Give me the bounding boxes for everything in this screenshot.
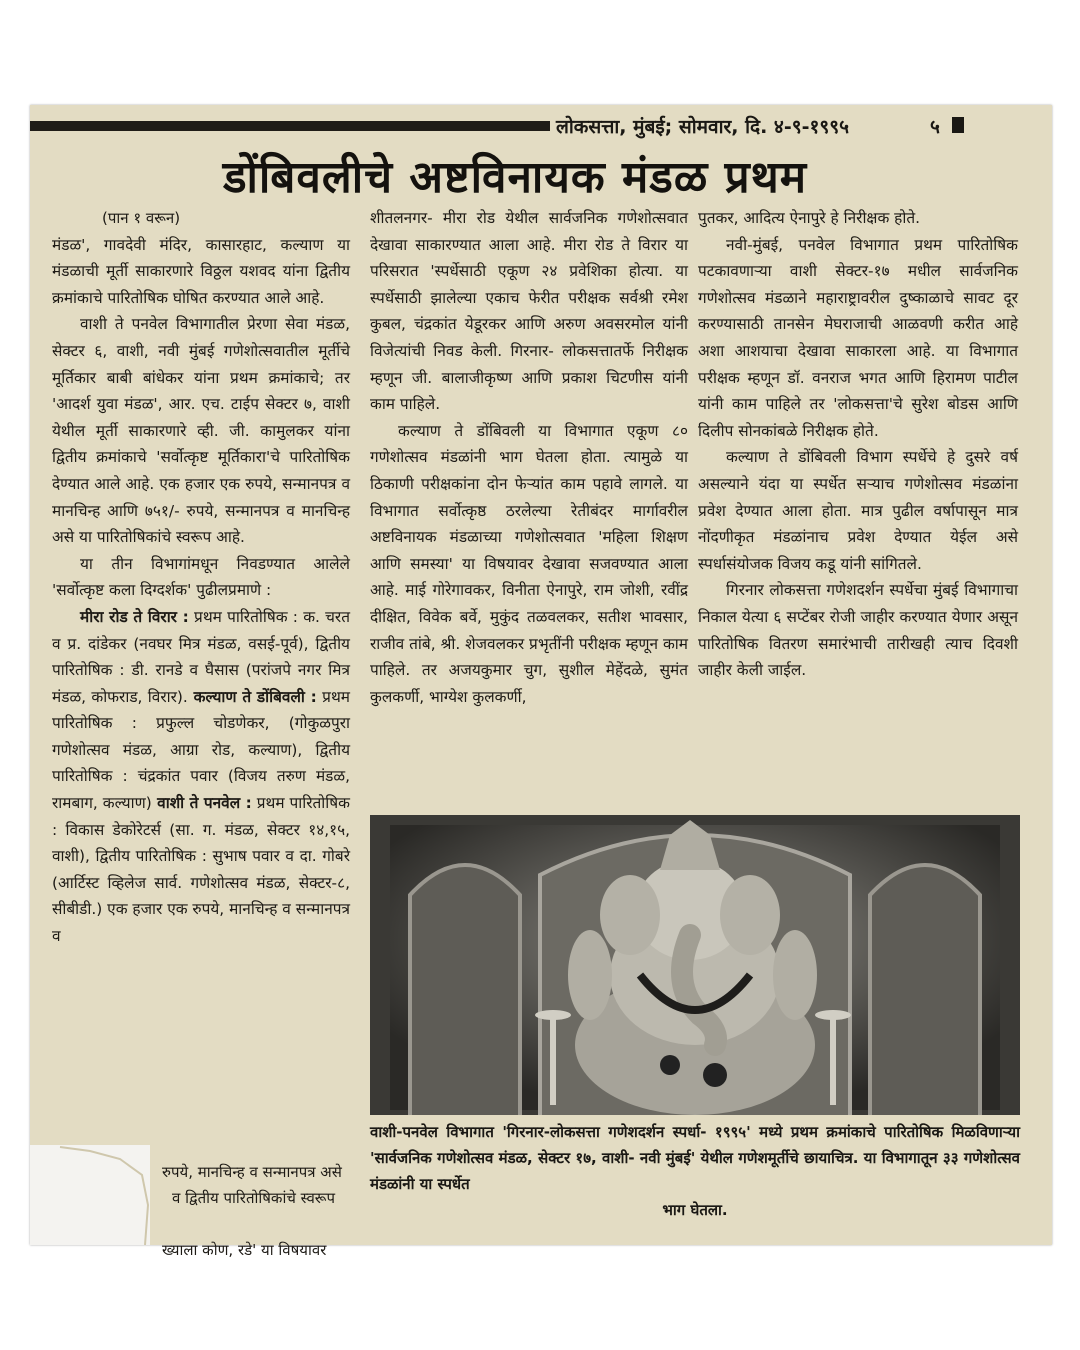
col3-paragraph-2: नवी-मुंबई, पनवेल विभागात प्रथम पारितोषिक पटकावणाऱ्या वाशी सेक्टर-१७ मधील सार्वजनिक गणेशोत्सव मंडळाने महाराष्ट्रावरील दुष्काळाचे सावट दूर करण्यासाठी तानसेन मेघराजाची आळवणी करीत आहे अशा आशयाचा देखावा साकारला आहे. या विभागात परीक्षक म्हणून डॉ. वनराज भगत आणि हिरामण पाटील यांनी काम पाहिले तर 'लोकसत्ता'चे सुरेश बोडस आणि दिलीप सोनकांबळे निरीक्षक होते. xyxy=(698,235,1018,440)
caption-last-line: भाग घेतला. xyxy=(662,1201,728,1219)
col1-paragraph-1: मंडळ', गावदेवी मंदिर, कासारहाट, कल्याण या मंडळाची मूर्ती साकारणारे विठ्ठल यशवद यांना द्वितीय क्रमांकाचे पारितोषिक घोषित करण्यात आले आहे. xyxy=(52,235,350,307)
col1-text-mira-road: प्रथम पारितोषिक : क. चरत व प्र. दांडेकर (नवघर मित्र मंडळ, वसई-पूर्व), द्वितीय पारितोषिक : डी. रानडे व घैसास (परांजपे नगर मित्र मंडळ, कोफराड, विरार). xyxy=(52,607,350,706)
article-column-2 xyxy=(370,205,688,710)
article-column-3 xyxy=(698,205,1018,684)
section-label-kalyan: कल्याण ते डोंबिवली : xyxy=(187,687,317,706)
newspaper-clipping xyxy=(30,105,1052,1259)
caption-text: वाशी-पनवेल विभागात 'गिरनार-लोकसत्ता गणेशदर्शन स्पर्धा- १९९५' मध्ये प्रथम क्रमांकाचे पारितोषिक मिळविणाऱ्या 'सार्वजनिक गणेशोत्सव मंडळ, सेक्टर १७, वाशी- नवी मुंबई' येथील गणेशमूर्तीचे छायाचित्र. या विभागातून ३३ गणेशोत्सव मंडळांनी या स्पर्धेत xyxy=(370,1123,1020,1193)
col2-paragraph-2: कल्याण ते डोंबिवली या विभागात एकूण ८० गणेशोत्सव मंडळांनी भाग घेतला होता. त्यामुळे या ठिकाणी परीक्षकांना दोन फेऱ्यांत काम पहावे लागले. या विभागात सर्वोत्कृष्ठ ठरलेल्या रेतीबंदर मार्गावरील अष्टविनायक मंडळाच्या गणेशोत्सवात 'महिला शिक्षण आणि समस्या' या विषयावर देखावा सजवण्यात आला आहे. माई गोरेगावकर, विनीता ऐनापुरे, राम जोशी, रवींद्र दीक्षित, विवेक बर्वे, मुकुंद तळवलकर, सतीश भावसार, राजीव तांबे, श्री. शेजवलकर प्रभृतींनी परीक्षक म्हणून काम पाहिले. तर अजयकुमार चुग, सुशील मेहेंदळे, सुमंत कुलकर्णी, भाग्येश कुलकर्णी, xyxy=(370,421,688,706)
col1-tail-line-1: रुपये, मानचिन्ह व सन्मानपत्र असे xyxy=(162,1163,342,1181)
section-label-mira-road: मीरा रोड ते विरार : xyxy=(80,607,189,626)
col1-text-kalyan: प्रथम पारितोषिक : प्रफुल्ल चोडणेकर, (गोकुळपुरा गणेशोत्सव मंडळ, आग्रा रोड, कल्याण), द्वितीय पारितोषिक : चंद्रकांत पवार (विजय तरुण मंडळ, रामबाग, कल्याण) xyxy=(52,687,350,813)
col1-tail-line-3: ख्याला कोण, रडे' या विषयावर xyxy=(162,1241,327,1259)
masthead-block-mark xyxy=(952,117,964,133)
ganesh-idol-icon xyxy=(370,815,1020,1115)
photo-caption xyxy=(370,1119,1020,1223)
col1-paragraph-3: या तीन विभागांमधून निवडण्यात आलेले 'सर्वोत्कृष्ट कला दिग्दर्शक' पुढीलप्रमाणे : xyxy=(52,554,350,600)
masthead-page-number: ५ xyxy=(930,116,940,138)
col1-text-vashi: प्रथम पारितोषिक : विकास डेकोरेटर्स (सा. ग. मंडळ, सेक्टर १४,१५, वाशी), द्वितीय पारितोषिक : सुभाष पवार व दा. गोबरे (आर्टिस्ट व्हिलेज सार्व. गणेशोत्सव मंडळ, सेक्टर-८, सीबीडी.) एक हजार एक रुपये, मानचिन्ह व सन्मानपत्र व xyxy=(52,794,350,946)
col3-paragraph-1: पुतकर, आदित्य ऐनापुरे हे निरीक्षक होते. xyxy=(698,209,920,227)
col1-tail-line-2: व द्वितीय पारितोषिकांचे स्वरूप xyxy=(172,1189,335,1207)
masthead-rule xyxy=(30,121,550,131)
ganesh-idol-photo xyxy=(370,815,1020,1115)
col1-paragraph-4 xyxy=(52,604,350,950)
col1-paragraph-2: वाशी ते पनवेल विभागातील प्रेरणा सेवा मंडळ, सेक्टर ६, वाशी, नवी मुंबई गणेशोत्सवातील मूर्तीचे मूर्तिकार बाबी बांधेकर यांना प्रथम क्रमांकाचे; तर 'आदर्श युवा मंडळ', आर. एच. टाईप सेक्टर ७, वाशी येथील मूर्ती साकारणारे व्ही. जी. कामुलकर यांना द्वितीय क्रमांकाचे 'सर्वोत्कृष्ट मूर्तिकारा'चे पारितोषिक देण्यात आले आहे. एक हजार एक रुपये, सन्मानपत्र व मानचिन्ह आणि ७५१/- रुपये, सन्मानपत्र व मानचिन्ह असे या पारितोषिकांचे स्वरूप आहे. xyxy=(52,315,350,547)
page-reference: (पान १ वरून) xyxy=(102,209,181,227)
article-column-1 xyxy=(52,205,350,950)
masthead xyxy=(30,113,1052,139)
headline: डोंबिवलीचे अष्टविनायक मंडळ प्रथम xyxy=(222,152,808,203)
col3-paragraph-4: गिरनार लोकसत्ता गणेशदर्शन स्पर्धेचा मुंबई विभागाचा निकाल येत्या ६ सप्टेंबर रोजी जाहीर करण्यात येणार असून पारितोषिक वितरण समारंभाची तारीखही त्याच दिवशी जाहीर केली जाईल. xyxy=(698,581,1018,680)
section-label-vashi: वाशी ते पनवेल : xyxy=(151,794,252,813)
col2-paragraph-1: शीतलनगर- मीरा रोड येथील सार्वजनिक गणेशोत्सवात देखावा साकारण्यात आला आहे. मीरा रोड ते विरार या परिसरात 'स्पर्धेसाठी एकूण २४ प्रवेशिका होत्या. या स्पर्धेसाठी झालेल्या एकाच फेरीत परीक्षक सर्वश्री रमेश कुबल, चंद्रकांत येडूरकर आणि अरुण अवसरमोल यांनी विजेत्यांची निवड केली. गिरनार- लोकसत्तातर्फे निरीक्षक म्हणून जी. बालाजीकृष्ण आणि प्रकाश चिटणीस यांनी काम पाहिले. xyxy=(370,209,688,414)
col3-paragraph-3: कल्याण ते डोंबिवली विभाग स्पर्धेचे हे दुसरे वर्ष असल्याने यंदा या स्पर्धेत सऱ्याच गणेशोत्सव मंडळांना प्रवेश देण्यात आला होता. मात्र पुढील वर्षापासून मात्र नोंदणीकृत मंडळांनाच प्रवेश देण्यात येईल असे स्पर्धासंयोजक विजय कडू यांनी सांगितले. xyxy=(698,448,1018,573)
masthead-dateline: लोकसत्ता, मुंबई; सोमवार, दि. ४-९-१९९५ xyxy=(556,116,849,138)
torn-corner xyxy=(30,1145,150,1245)
